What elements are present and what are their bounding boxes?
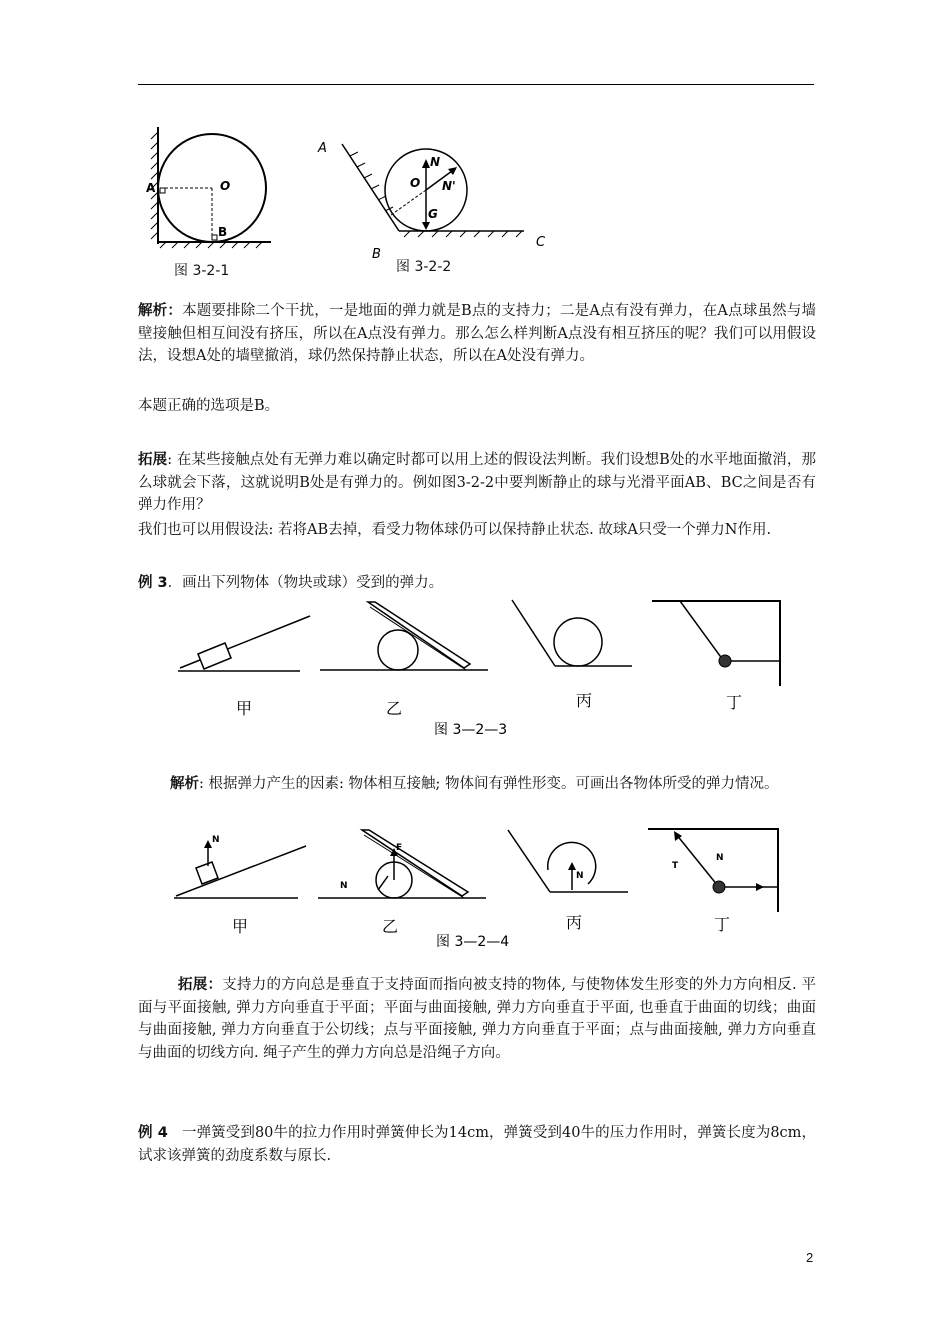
example-3: [138, 572, 816, 595]
figure-3-2-4: [168, 826, 788, 952]
fig4-label-ding: 丁: [714, 915, 731, 934]
example-3-label: 例 3: [138, 575, 168, 591]
fig4-label-yi: 乙: [382, 917, 399, 936]
example-4-text: 一弹簧受到80牛的拉力作用时弹簧伸长为14cm，弹簧受到40牛的压力作用时，弹簧长度为8cm，试求该弹簧的劲度系数与原长.: [138, 1125, 817, 1164]
fig3-label-yi: 乙: [386, 699, 403, 718]
fig1-label-a: A: [146, 181, 156, 195]
fig4-yi-n: N: [340, 881, 348, 891]
analysis-3-label: 解析: [170, 776, 199, 792]
fig2-label-a: A: [318, 141, 327, 156]
extension-3-text: 支持力的方向总是垂直于支持面而指向被支持的物体, 与使物体发生形变的外力方向相反. 平面与平面接触, 弹力方向垂直于平面；平面与曲面接触, 弹力方向垂直于平面, 也垂直于曲面的切线；曲面与曲面接触, 弹力方向垂直于公切线；点与平面接触, 弹力方向垂直于平面；点与曲面接触, 弹力方向垂直与曲面的切线方向. 绳子产生的弹力方向总是沿绳子方向。: [138, 977, 817, 1061]
fig4-jia-n: N: [212, 835, 220, 845]
fig3-label-jia: 甲: [236, 699, 253, 718]
fig1-label-o: O: [220, 179, 231, 193]
fig3-label-ding: 丁: [726, 693, 743, 712]
extension-1-label: 拓展: [138, 452, 168, 468]
analysis-1: [138, 300, 816, 368]
page-number: 2: [806, 1250, 814, 1265]
fig4-label-bing: 丙: [566, 913, 583, 932]
figure-3-2-1: [146, 122, 276, 250]
extension-1-text-2: 我们也可以用假设法: 若将AB去掉，看受力物体球仍可以保持静止状态. 故球A只受一个弹力N作用.: [138, 522, 772, 538]
fig4-ding-t: T: [672, 861, 679, 871]
fig2-label-c: C: [536, 235, 546, 250]
fig3-label-bing: 丙: [576, 691, 593, 710]
fig4-caption: 图 3—2—4: [436, 934, 510, 950]
fig1-caption: 图 3-2-1: [174, 263, 230, 279]
analysis-3-text: : 根据弹力产生的因素: 物体相互接触; 物体间有弹性形变。可画出各物体所受的弹力情况。: [199, 776, 779, 792]
fig2-label-n: N: [430, 155, 441, 169]
header-rule: [138, 84, 814, 85]
analysis-1-text: 本题要排除二个干扰，一是地面的弹力就是B点的支持力；二是A点有没有弹力，在A点球虽然与墙壁接触但相互间没有挤压，所以在A点没有弹力。那么怎么样判断A点没有相互挤压的呢？我们可以用假设法，设想A处的墙壁撤消，球仍然保持静止状态，所以在A处没有弹力。: [138, 303, 817, 364]
extension-1: [138, 449, 816, 517]
fig4-yi-f: F: [396, 843, 403, 853]
analysis-1-answer: 本题正确的选项是B。: [138, 398, 280, 414]
example-4: [138, 1122, 816, 1167]
analysis-3: [138, 773, 816, 796]
extension-3-label: 拓展：: [178, 977, 223, 993]
fig4-ding-n: N: [716, 853, 724, 863]
fig3-caption: 图 3—2—3: [434, 722, 508, 738]
fig2-label-o: O: [410, 176, 421, 190]
fig4-label-jia: 甲: [232, 917, 249, 936]
fig2-label-b: B: [372, 247, 381, 262]
fig1-label-b: B: [218, 225, 228, 239]
example-4-label: 例 4: [138, 1125, 168, 1141]
analysis-1-label: 解析：: [138, 303, 183, 319]
example-3-text: ．画出下列物体（物块或球）受到的弹力。: [167, 575, 444, 591]
fig2-caption: 图 3-2-2: [396, 259, 452, 275]
figure-3-2-2: [314, 126, 564, 266]
fig2-label-g: G: [428, 207, 438, 221]
extension-1-text: : 在某些接触点处有无弹力难以确定时都可以用上述的假设法判断。我们设想B处的水平地面撤消，那么球就会下落，这就说明B处是有弹力的。例如图3-2-2中要判断静止的球与光滑平面AB、BC之间是否有弹力作用？: [138, 452, 816, 513]
figure-3-2-3: [170, 598, 790, 746]
extension-3: [138, 974, 816, 1064]
fig2-label-n2: N': [442, 179, 456, 193]
fig4-bing-n: N: [576, 871, 584, 881]
